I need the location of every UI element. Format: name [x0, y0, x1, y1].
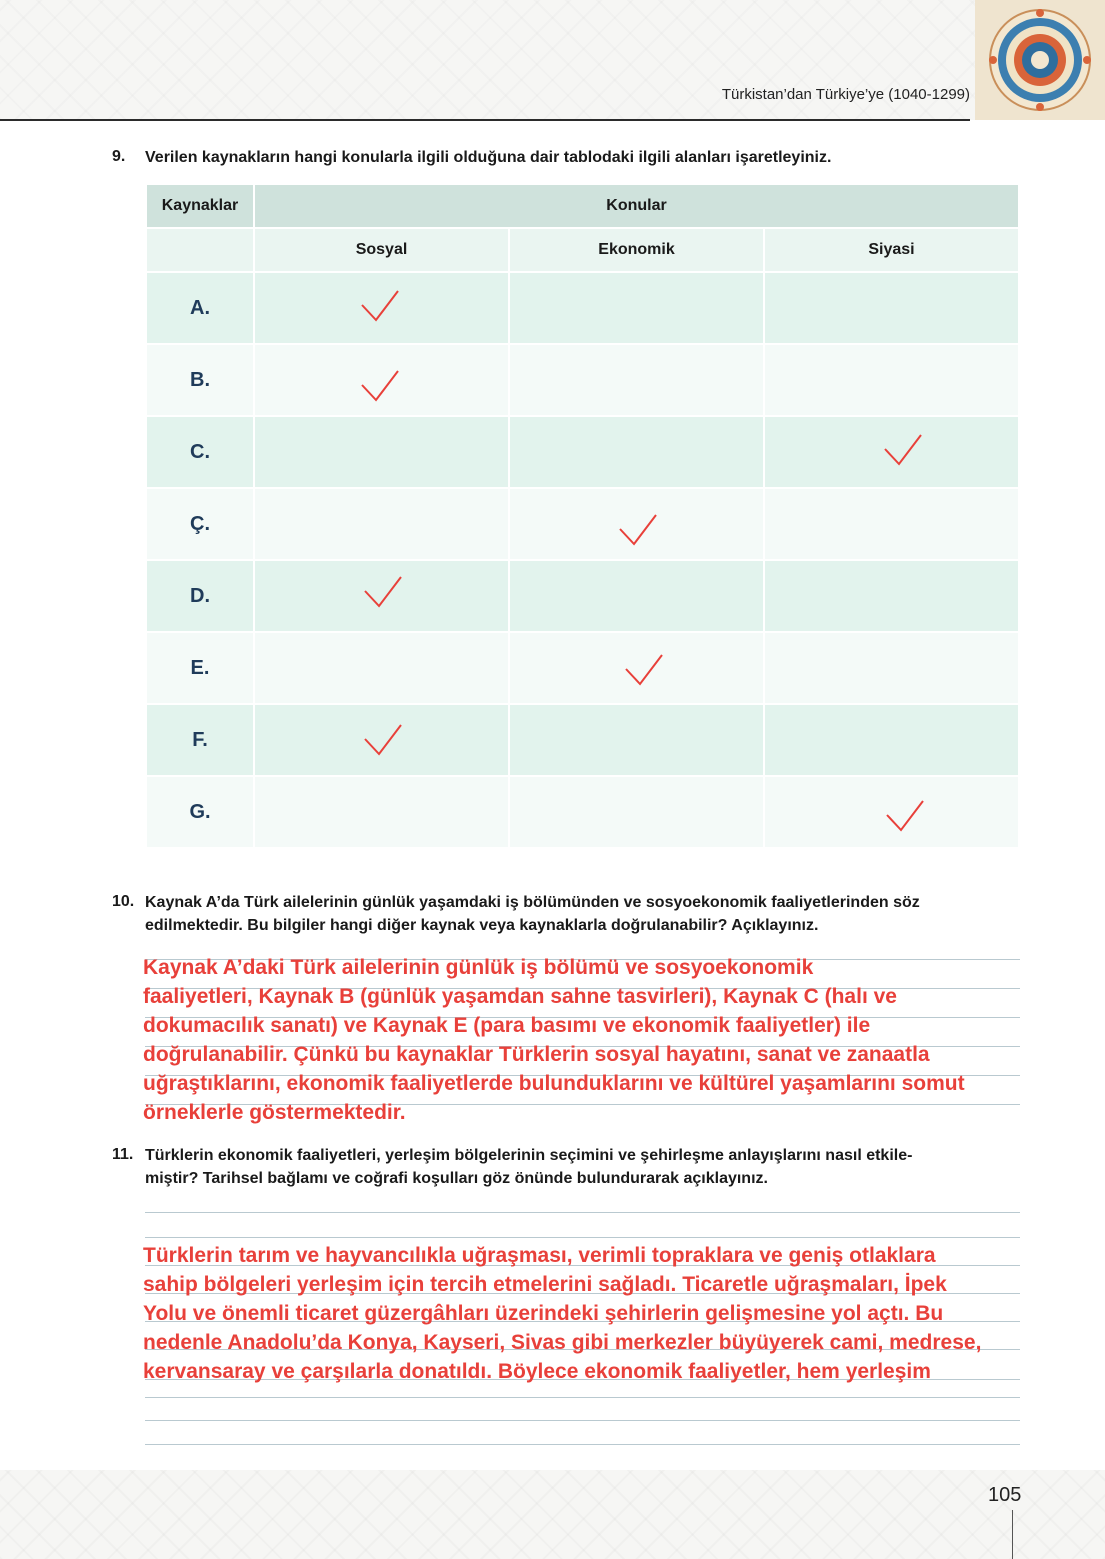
row-label: F.	[146, 704, 254, 776]
q11-number: 11.	[112, 1146, 134, 1163]
cell-political[interactable]	[764, 776, 1019, 848]
table-row	[146, 344, 1019, 416]
table-row	[146, 416, 1019, 488]
q10-text-line: Kaynak A’da Türk ailelerinin günlük yaşamdaki iş bölümünden ve sosyoekonomik faaliyetlerinden söz	[145, 894, 920, 911]
cell-economic[interactable]	[509, 488, 764, 560]
cell-social[interactable]	[254, 416, 509, 488]
row-label: Ç.	[146, 488, 254, 560]
q11-text-line: Türklerin ekonomik faaliyetleri, yerleşim bölgelerinin seçimini ve şehirleşme anlayışlarını nasıl etkile-	[145, 1147, 913, 1164]
answer-line: uğraştıklarını, ekonomik faaliyetlerde bulunduklarını ve kültürel yaşamlarını somut	[143, 1072, 965, 1095]
cell-economic[interactable]	[509, 560, 764, 632]
q11-text	[145, 1144, 1035, 1190]
cell-economic[interactable]	[509, 344, 764, 416]
q9-number: 9.	[112, 148, 126, 165]
answer-line: nedenle Anadolu’da Konya, Kayseri, Sivas gibi merkezler büyüyerek cami, medrese,	[143, 1331, 982, 1354]
q10-answer[interactable]	[143, 953, 1043, 1127]
table-row	[146, 488, 1019, 560]
q9-text: Verilen kaynakların hangi konularla ilgili olduğuna dair tablodaki ilgili alanları işaretleyiniz.	[145, 149, 832, 166]
row-label: G.	[146, 776, 254, 848]
checkmark-icon	[360, 369, 400, 403]
checkmark-icon	[360, 289, 400, 323]
row-label: C.	[146, 416, 254, 488]
table-row	[146, 272, 1019, 344]
header-title: Türkistan’dan Türkiye’ye (1040-1299)	[721, 86, 970, 103]
cell-political[interactable]	[764, 416, 1019, 488]
table-row	[146, 704, 1019, 776]
row-label: B.	[146, 344, 254, 416]
answer-line: Türklerin tarım ve hayvancılıkla uğraşması, verimli topraklara ve geniş otlaklara	[143, 1244, 936, 1267]
sources-table	[145, 183, 1020, 849]
cell-political[interactable]	[764, 632, 1019, 704]
cell-political[interactable]	[764, 344, 1019, 416]
checkmark-icon	[618, 513, 658, 547]
q11-text-line: miştir? Tarihsel bağlamı ve coğrafi koşulları göz önünde bulundurarak açıklayınız.	[145, 1170, 768, 1187]
cell-political[interactable]	[764, 560, 1019, 632]
cell-social[interactable]	[254, 488, 509, 560]
checkmark-icon	[885, 799, 925, 833]
q10-text-line: edilmektedir. Bu bilgiler hangi diğer kaynak veya kaynaklarla doğrulanabilir? Açıklayınız.	[145, 917, 819, 934]
cell-political[interactable]	[764, 704, 1019, 776]
row-label: A.	[146, 272, 254, 344]
ornament-emblem-icon	[985, 5, 1095, 115]
subheader-political: Siyasi	[764, 228, 1019, 272]
q10-text	[145, 891, 1035, 937]
table-row	[146, 776, 1019, 848]
checkmark-icon	[624, 653, 664, 687]
header-sources: Kaynaklar	[146, 184, 254, 228]
answer-line: Kaynak A’daki Türk ailelerinin günlük iş bölümü ve sosyoekonomik	[143, 956, 814, 979]
checkmark-icon	[363, 575, 403, 609]
answer-line: kervansaray ve çarşılarla donatıldı. Böylece ekonomik faaliyetler, hem yerleşim	[143, 1360, 931, 1383]
cell-economic[interactable]	[509, 632, 764, 704]
row-label: E.	[146, 632, 254, 704]
answer-line: örneklerle göstermektedir.	[143, 1101, 406, 1124]
cell-political[interactable]	[764, 488, 1019, 560]
cell-social[interactable]	[254, 344, 509, 416]
page-number: 105	[988, 1484, 1022, 1506]
q11-answer[interactable]	[143, 1241, 1043, 1386]
checkmark-icon	[883, 433, 923, 467]
cell-social[interactable]	[254, 632, 509, 704]
answer-line: doğrulanabilir. Çünkü bu kaynaklar Türklerin sosyal hayatını, sanat ve zanaatla	[143, 1043, 930, 1066]
cell-economic[interactable]	[509, 272, 764, 344]
header-topics: Konular	[254, 184, 1019, 228]
cell-social[interactable]	[254, 272, 509, 344]
answer-line: dokumacılık sanatı) ve Kaynak E (para basımı ve ekonomik faaliyetler) ile	[143, 1014, 871, 1037]
cell-political[interactable]	[764, 272, 1019, 344]
footer-pattern-band	[0, 1470, 1105, 1559]
subheader-economic: Ekonomik	[509, 228, 764, 272]
cell-economic[interactable]	[509, 416, 764, 488]
cell-social[interactable]	[254, 560, 509, 632]
table-row	[146, 560, 1019, 632]
answer-line: sahip bölgeleri yerleşim için tercih etmelerini sağladı. Ticaretle uğraşmaları, İpek	[143, 1273, 947, 1296]
answer-line: faaliyetleri, Kaynak B (günlük yaşamdan sahne tasvirleri), Kaynak C (halı ve	[143, 985, 897, 1008]
cell-social[interactable]	[254, 776, 509, 848]
page-number-rule	[1012, 1510, 1013, 1559]
cell-economic[interactable]	[509, 704, 764, 776]
answer-line: Yolu ve önemli ticaret güzergâhları üzerindeki şehirlerin gelişmesine yol açtı. Bu	[143, 1302, 944, 1325]
subheader-social: Sosyal	[254, 228, 509, 272]
checkmark-icon	[363, 723, 403, 757]
subheader-blank	[146, 228, 254, 272]
header-rule	[0, 119, 970, 121]
cell-economic[interactable]	[509, 776, 764, 848]
q10-number: 10.	[112, 893, 135, 910]
table-row	[146, 632, 1019, 704]
row-label: D.	[146, 560, 254, 632]
cell-social[interactable]	[254, 704, 509, 776]
